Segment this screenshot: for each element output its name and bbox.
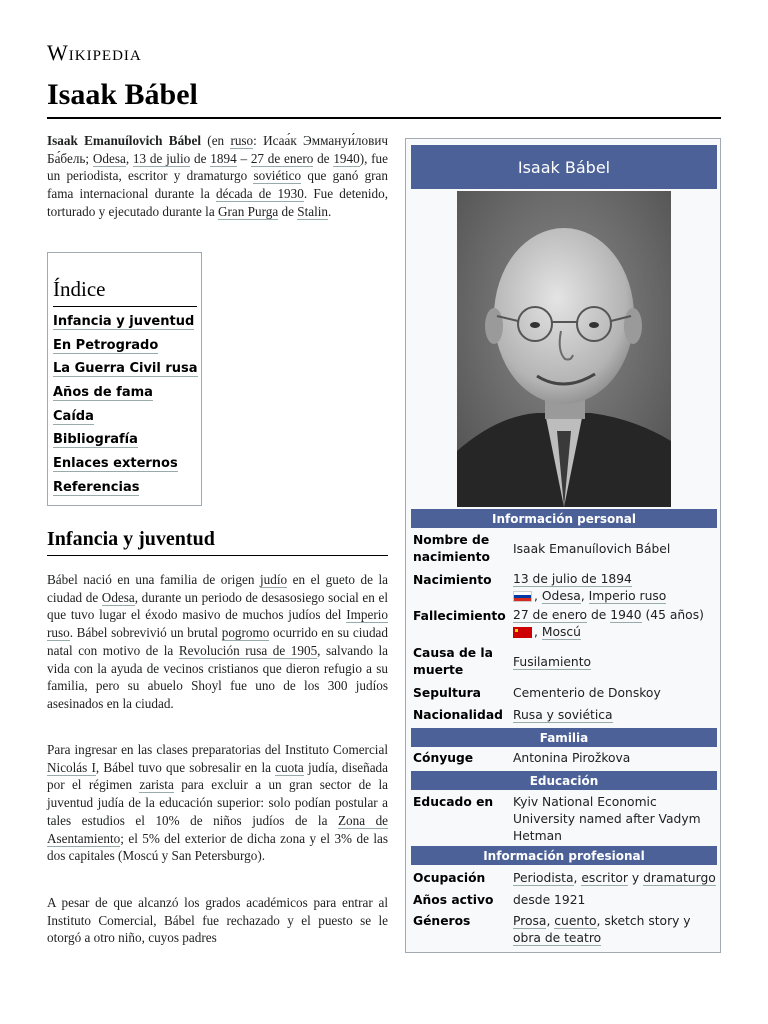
link-dramaturgo[interactable]: dramaturgo — [643, 871, 716, 885]
link-prosa[interactable]: Prosa — [513, 914, 547, 928]
infobox-section-familia: Familia — [411, 728, 717, 747]
link-fusilamiento[interactable]: Fusilamiento — [513, 655, 592, 669]
link-pogromo[interactable]: pogromo — [221, 625, 270, 641]
value-generos: Prosa, cuento, sketch story y obra de teatro — [513, 914, 691, 945]
body-paragraph-2: Para ingresar en las clases preparatorias del Instituto Comercial Nicolás I, Bábel tuvo que sobresalir en la cuota judía, diseñada por el régimen zarista para excluir a un gran sector de la juventud judía de la educación superior: solo podían postular a tales estudios el 10% de niños judíos de la Zona de Asentamiento; el 5% del exterior de dicha zona y el 3% de las dos capitales (Moscú y San Petersburgo). — [47, 742, 389, 864]
label-nacimiento: Nacimiento — [413, 573, 492, 587]
toc-item[interactable]: En Petrogrado — [53, 337, 159, 353]
section-divider — [47, 555, 388, 556]
link-revolucion-1905[interactable]: Revolución rusa de 1905 — [178, 642, 318, 658]
value-causa-muerte — [513, 654, 717, 671]
link-zarista[interactable]: zarista — [139, 777, 174, 793]
portrait-photo[interactable] — [457, 191, 671, 507]
link-1894[interactable]: 1894 — [210, 150, 237, 166]
label-generos: Géneros — [413, 914, 471, 928]
link-imperio-ruso[interactable]: Imperio ruso — [47, 607, 388, 641]
value-ocupacion: Periodista, escritor y dramaturgo — [513, 871, 716, 885]
toc-item[interactable]: Referencias — [53, 479, 140, 495]
label-fallecimiento: Fallecimiento — [413, 609, 506, 623]
title-divider — [47, 117, 721, 119]
label-educado-en: Educado en — [413, 795, 494, 809]
link-ruso[interactable]: ruso — [230, 133, 254, 148]
link-death-date[interactable]: 27 de enero — [513, 608, 588, 622]
infobox-section-profesional: Información profesional — [411, 846, 717, 865]
link-odesa[interactable]: Odesa — [92, 150, 126, 166]
link-sovietico[interactable]: soviético — [253, 168, 302, 184]
link-27-enero[interactable]: 27 de enero — [250, 150, 314, 166]
value-anos-activo: desde 1921 — [513, 893, 586, 907]
link-1940[interactable]: 1940 — [333, 150, 360, 166]
subject-name: Isaak Emanuílovich Bábel — [47, 133, 202, 148]
link-escritor[interactable]: escritor — [581, 871, 628, 885]
toc-title: Índice — [53, 277, 106, 301]
link-obra-teatro[interactable]: obra de teatro — [513, 931, 602, 945]
link-birth-imperio[interactable]: Imperio ruso — [588, 589, 667, 603]
value-nombre-nacimiento: Isaak Emanuílovich Bábel — [513, 542, 671, 556]
infobox-section-educacion: Educación — [411, 771, 717, 790]
section-heading-infancia: Infancia y juventud — [47, 528, 215, 550]
link-cuota[interactable]: cuota — [275, 759, 304, 775]
infobox-section-personal: Información personal — [411, 509, 717, 528]
infobox — [405, 138, 721, 953]
infobox-title: Isaak Bábel — [411, 145, 717, 189]
link-nacionalidad[interactable]: Rusa y soviética — [513, 708, 613, 722]
body-paragraph-3: A pesar de que alcanzó los grados académicos para entrar al Instituto Comercial, Bábel fue rechazado y el puesto se le otorgó a otro niño, cuyos padres — [47, 895, 388, 946]
link-decada-1930[interactable]: década de 1930 — [216, 186, 304, 202]
link-nicolas-i[interactable]: Nicolás I — [47, 759, 96, 775]
russia-flag-icon — [513, 591, 532, 602]
link-gran-purga[interactable]: Gran Purga — [218, 203, 279, 219]
value-educado-en: Kyiv National Economic University named after Vadym Hetman — [513, 795, 701, 843]
wikipedia-logo[interactable]: Wikipedia — [47, 40, 142, 65]
value-nacimiento: 13 de julio de 1894 , Odesa, Imperio ruso — [513, 572, 667, 603]
link-judio[interactable]: judío — [260, 572, 288, 587]
toc-item[interactable]: Infancia y juventud — [53, 314, 195, 329]
toc-list — [53, 313, 198, 503]
link-birth-odesa[interactable]: Odesa — [541, 589, 581, 603]
label-ocupacion: Ocupación — [413, 871, 486, 885]
toc-item[interactable]: Enlaces externos — [53, 456, 178, 472]
label-nombre-nacimiento: Nombre de nacimiento — [413, 533, 491, 564]
page-title: Isaak Bábel — [47, 78, 198, 111]
value-conyuge: Antonina Pirožkova — [513, 751, 631, 765]
link-birth-date[interactable]: 13 de julio de 1894 — [513, 572, 632, 586]
toc-item[interactable]: La Guerra Civil rusa — [53, 361, 198, 377]
toc-item[interactable]: Años de fama — [53, 385, 153, 401]
link-death-year[interactable]: 1940 — [610, 608, 642, 622]
body-paragraph-1: Bábel nació en una familia de origen judío en el gueto de la ciudad de Odesa, durante un periodo de desasosiego social en el que tuvo lugar el éxodo masivo de muchos judíos del Imperio ruso. Bábel sobrevivió un brutal pogromo ocurrido en su ciudad natal con motivo de la Revolución rusa de 1905, salvando la vida con la ayuda de vecinos cristianos que dieron refugio a su familia, pero su abuelo Shoyl fue uno de los 300 judíos asesinados en la ciudad. — [47, 572, 389, 711]
value-nacionalidad — [513, 707, 717, 724]
label-conyuge: Cónyuge — [413, 751, 474, 765]
link-zona-asentamiento[interactable]: Zona de Asentamiento — [47, 812, 389, 846]
ussr-flag-icon — [513, 627, 532, 638]
toc-item[interactable]: Bibliografía — [53, 432, 138, 448]
label-anos-activo: Años activo — [413, 893, 494, 907]
value-fallecimiento: 27 de enero de 1940 (45 años) , Moscú — [513, 608, 704, 639]
toc-item[interactable]: Caída — [53, 408, 94, 424]
value-sepultura: Cementerio de Donskoy — [513, 686, 661, 700]
link-periodista[interactable]: Periodista — [513, 871, 574, 885]
link-13-julio[interactable]: 13 de julio — [132, 150, 191, 166]
link-death-moscu[interactable]: Moscú — [541, 625, 581, 639]
label-causa-muerte: Causa de la muerte — [413, 646, 493, 677]
label-nacionalidad: Nacionalidad — [413, 708, 503, 722]
toc-divider — [53, 306, 197, 307]
intro-paragraph: Isaak Emanuílovich Bábel (en ruso: Исаа́к Эммануи́лович Ба́бель; Odesa, 13 de julio de 1894 – 27 de enero de 1940), fue un periodista, escritor y dramaturgo soviético que ganó gran fama internacional durante la década de 1930. Fue detenido, torturado y ejecutado durante la Gran Purga de Stalin. — [47, 133, 389, 219]
link-cuento[interactable]: cuento — [554, 914, 597, 928]
link-odesa-2[interactable]: Odesa — [101, 589, 135, 605]
label-sepultura: Sepultura — [413, 686, 481, 700]
table-of-contents — [47, 252, 202, 506]
link-stalin[interactable]: Stalin — [297, 203, 329, 219]
